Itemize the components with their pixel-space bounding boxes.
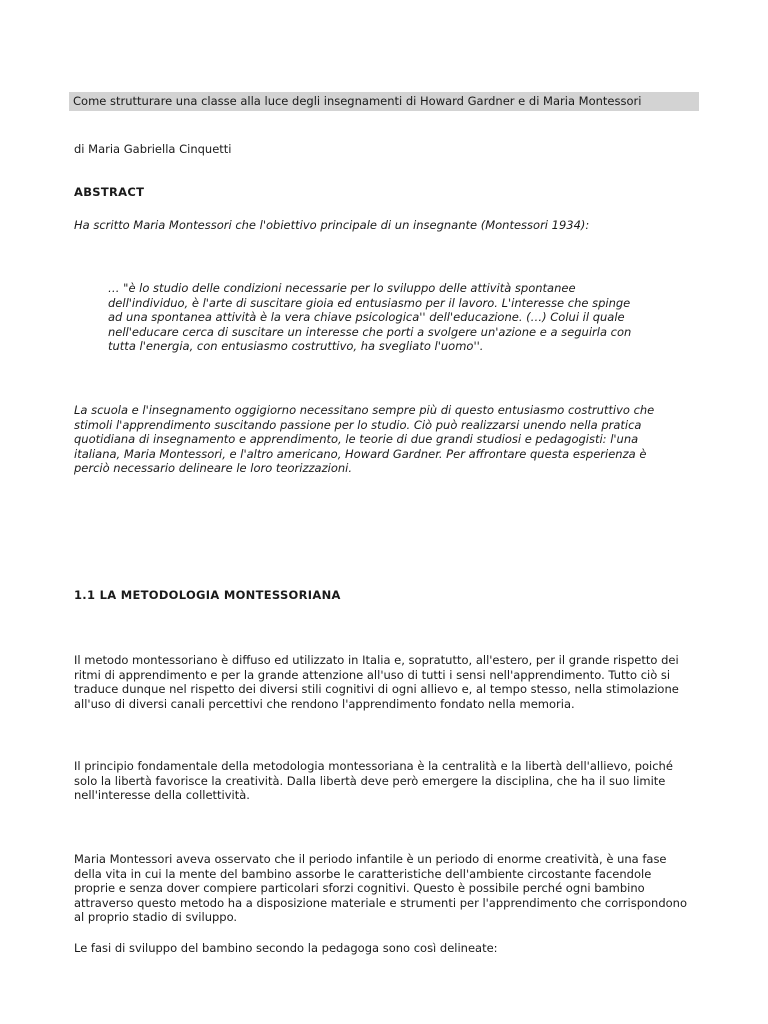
paragraph-line: della vita in cui la mente del bambino assorbe le caratteristiche dell'ambiente circostante facendole [74,866,652,881]
body-paragraph-1 [74,653,700,711]
body-paragraph-2 [74,759,700,803]
body-paragraph-4 [74,941,700,956]
paragraph-line: solo la libertà favorisce la creatività. Dalla libertà deve però emergere la disciplina, che ha il suo limite [74,773,666,788]
paragraph-line: Maria Montessori aveva osservato che il periodo infantile è un periodo di enorme creatività, è una fase [74,852,667,866]
paragraph-line: traduce dunque nel rispetto dei diversi stili cognitivi di ogni allievo e, al tempo stesso, nella stimolazione [74,682,679,697]
quote-line: dell'individuo, è l'arte di suscitare gioia ed entusiasmo per il lavoro. L'interesse che spinge [108,295,631,310]
paragraph-line: Il metodo montessoriano è diffuso ed utilizzato in Italia e, sopratutto, all'estero, per il grande rispetto dei [74,653,679,667]
paragraph-line: italiana, Maria Montessori, e l'altro americano, Howard Gardner. Per affrontare questa esperienza è [74,446,647,461]
paragraph-line: quotidiana di insegnamento e apprendimento, le teorie di due grandi studiosi e pedagogisti: l'una [74,432,639,447]
paragraph-line: attraverso questo metodo ha a disposizione materiale e strumenti per l'apprendimento che corrispondono [74,895,687,910]
abstract-paragraph [74,403,700,476]
quote-line: … "è lo studio delle condizioni necessarie per lo sviluppo delle attività spontanee [108,281,576,295]
paragraph-line: ritmi di apprendimento e per la grande attenzione all'uso di tutti i sensi nell'apprendimento. Tutto ciò si [74,667,671,682]
montessori-quote [108,281,668,354]
quote-line: nell'educare cerca di suscitare un interesse che porti a svolgere un'azione e a seguirla con [108,324,632,339]
paragraph-line: stimoli l'apprendimento suscitando passione per lo studio. Ciò può realizzarsi unendo nella pratica [74,417,642,432]
author-line: di Maria Gabriella Cinquetti [74,142,232,156]
paragraph-line: perciò necessario delineare le loro teorizzazioni. [74,461,352,476]
body-paragraph-3 [74,852,700,925]
abstract-heading: ABSTRACT [74,185,145,199]
paragraph-line: Le fasi di sviluppo del bambino secondo la pedagoga sono così delineate: [74,941,498,955]
quote-line: ad una spontanea attività è la vera chiave psicologica'' dell'educazione. (…) Colui il quale [108,310,625,325]
paragraph-line: nell'interesse della collettività. [74,788,250,803]
section-heading: 1.1 LA METODOLOGIA MONTESSORIANA [74,588,341,602]
abstract-intro: Ha scritto Maria Montessori che l'obiettivo principale di un insegnante (Montessori 1934): [74,218,590,232]
paragraph-line: all'uso di diversi canali percettivi che rendono l'apprendimento fondato nella memoria. [74,696,575,711]
quote-line: tutta l'energia, con entusiasmo costruttivo, ha svegliato l'uomo''. [108,339,484,354]
document-title: Come strutturare una classe alla luce degli insegnamenti di Howard Gardner e di Maria Montessori [69,92,699,111]
paragraph-line: proprie e senza dover compiere particolari sforzi cognitivi. Questo è possibile perché ogni bambino [74,881,645,896]
paragraph-line: La scuola e l'insegnamento oggigiorno necessitano sempre più di questo entusiasmo costruttivo che [74,403,655,417]
paragraph-line: Il principio fondamentale della metodologia montessoriana è la centralità e la libertà dell'allievo, poiché [74,759,673,773]
paragraph-line: al proprio stadio di sviluppo. [74,910,238,925]
